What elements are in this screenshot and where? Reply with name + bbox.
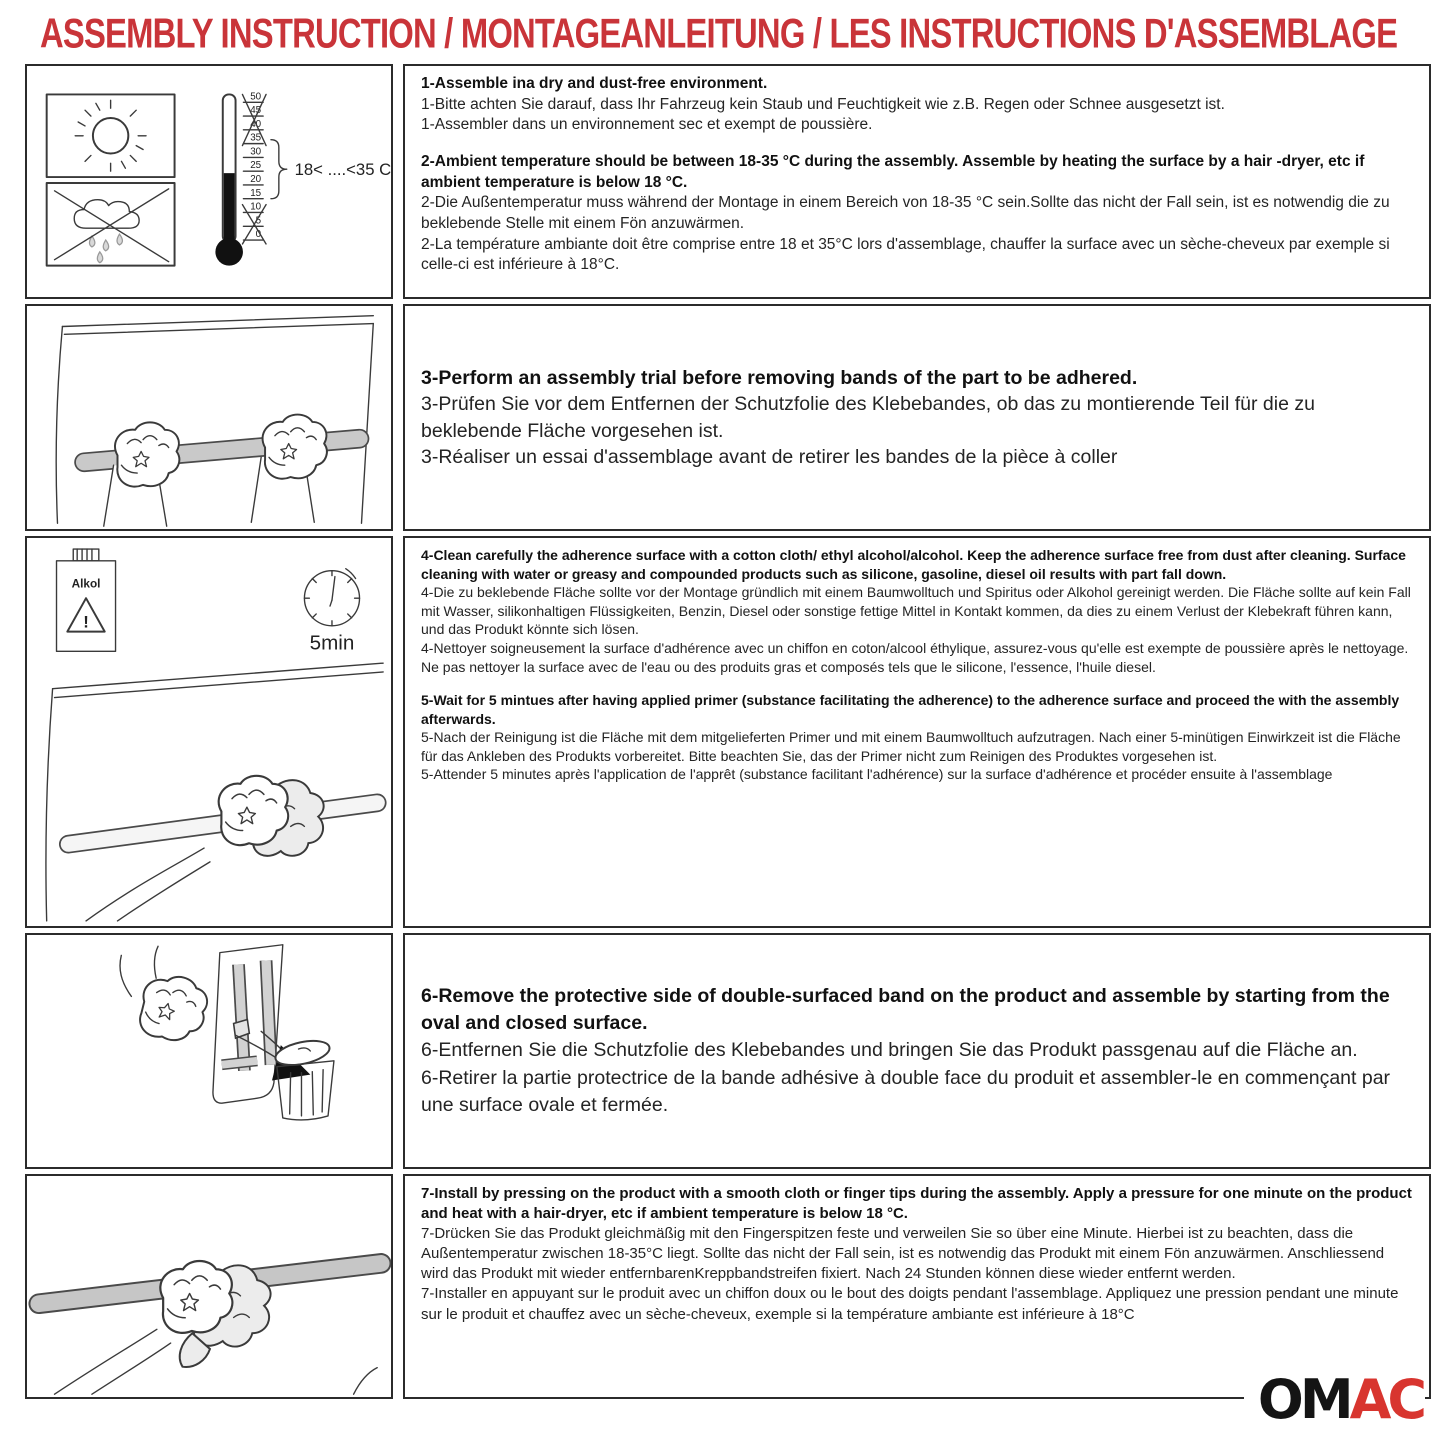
step-1-2-text (403, 64, 1431, 299)
warning-exclamation: ! (83, 612, 89, 632)
instruction-paragraph: 3-Prüfen Sie vor dem Entfernen der Schutzfolie des Klebebandes, ob das zu montierende Teil für die zu beklebende Fläche vorgesehen ist. (421, 393, 1315, 442)
forearm (86, 848, 204, 921)
step-3-text (403, 304, 1431, 531)
instruction-paragraph: 6-Retirer la partie protectrice de la bande adhésive à double face du produit et assembler-le en commençant par une surface ovale et fermée. (421, 1066, 1391, 1116)
instruction-paragraph: 7-Installer en appuyant sur le produit avec un chiffon doux ou le bout des doigts pendant l'assemblage. Appliquez une pression pendant une minute sur le produit et chauffez avec un sèche-cheveux, exemple si la température ambiante est inférieure à 18°C (421, 1285, 1399, 1323)
car-door (46, 663, 383, 921)
step-6-row (25, 933, 1431, 1169)
step-6-paragraphs (421, 983, 1413, 1119)
svg-text:30: 30 (250, 146, 262, 158)
svg-text:0: 0 (255, 229, 262, 241)
hand-icon (104, 938, 218, 1047)
clock-icon (304, 569, 359, 655)
instruction-paragraph: 2-Die Außentemperatur muss während der Montage in einem Bereich von 18-35 °C sein.Sollte das nicht der Fall sein, ist es notwendig die zu beklebende Stelle mit einem Fön anzuwärmen. (421, 194, 1390, 232)
step-1-2-row (25, 64, 1431, 299)
band-removal-illustration (27, 935, 391, 1167)
step-7-paragraphs (421, 1184, 1413, 1325)
step-3-row (25, 304, 1431, 531)
right-hand-icon (251, 415, 327, 523)
instruction-paragraph: 3-Réaliser un essai d'assemblage avant de retirer les bandes de la pièce à coller (421, 445, 1118, 468)
alcohol-label: Alkol (71, 576, 101, 591)
figure-pressing (25, 1174, 393, 1399)
step-4-5-row (25, 536, 1431, 928)
instruction-paragraph: 5-Attender 5 minutes après l'application de l'apprêt (substance facilitant l'adhérence) sur la surface d'adhérence et procéder ensuite à l'assemblage (421, 766, 1333, 783)
step-4-5-paragraphs (421, 546, 1413, 784)
no-rain-icon (47, 183, 175, 266)
pressing-illustration (27, 1176, 391, 1397)
svg-text:40: 40 (250, 118, 262, 130)
instruction-paragraph: 2-Ambient temperature should be between 18-35 °C during the assembly. Assemble by heating the surface by a hair -dryer, etc if ambient temperature is below 18 °C. (421, 153, 1365, 191)
temperature-range-label: 18< ....<35 C (294, 160, 391, 180)
instruction-paragraph: 4-Nettoyer soigneusement la surface d'adhérence avec un chiffon en coton/alcool éthylique, assurez-vous qu'elle est exempte de poussière après le nettoyage. Ne pas nettoyer la surface avec de l'eau ou des produits gras et composés tels que le silicone, l'essence, l'huile diesel. (421, 640, 1409, 675)
door-edge (354, 1368, 378, 1395)
instruction-paragraph: 4-Die zu beklebende Fläche sollte vor der Montage gründlich mit einem Baumwolltuch und Spiritus oder Alkohol gereinigt werden. Die Fläche sollte auf kein Fall mit Wasser, silikonhaltigen Flüssigkeiten, Benzin, Diesel oder sonstige fettige Mittel in Kontakt kommen, da dies zu einem Verlust der Klebekraft führen kann, und das Produkt könnte sich lösen. (421, 584, 1411, 638)
cleaning-illustration (27, 538, 391, 926)
svg-text:50: 50 (250, 91, 262, 103)
page-title: ASSEMBLY INSTRUCTION / MONTAGEANLEITUNG / LES INSTRUCTIONS D'ASSEMBLAGE (40, 10, 1398, 57)
left-hand-icon (104, 422, 180, 526)
instruction-paragraph: 7-Drücken Sie das Produkt gleichmäßig mit den Fingerspitzen feste und verweilen Sie so über eine Minute. Hierbei ist zu beachten, dass die Außentemperatur zwischen 18-35°C liegt. Sollte das nicht der Fall sein, ist es notwendig das Produkt mit einem Fön anzuwärmen. Anschliessend wird das Produkt mit wieder entfernbarenKreppbandstreifen fixiert. Nach 24 Stunden können diese wieder entfernt werden. (421, 1225, 1385, 1283)
instruction-paragraph: 1-Bitte achten Sie darauf, dass Ihr Fahrzeug kein Staub und Feuchtigkeit wie z.B. Regen oder Schnee ausgesetzt ist. (421, 95, 1225, 113)
instruction-paragraph: 3-Perform an assembly trial before removing bands of the part to be adhered. (421, 367, 1138, 390)
instruction-paragraph: 5-Wait for 5 mintues after having applied primer (substance facilitating the adherence) to the adherence surface and proceed the with the assembly afterwards. (421, 691, 1400, 727)
forearm (92, 1343, 171, 1394)
step-3-paragraphs (421, 365, 1413, 470)
figure-assembly-trial (25, 304, 393, 531)
svg-text:25: 25 (250, 160, 262, 172)
step-1-2-paragraphs (421, 74, 1413, 276)
instruction-paragraph: 6-Entfernen Sie die Schutzfolie des Klebebandes und bringen Sie das Produkt passgenau auf die Fläche an. (421, 1039, 1358, 1062)
environment-illustration (27, 66, 391, 297)
svg-text:35: 35 (250, 132, 262, 144)
instruction-paragraph: 4-Clean carefully the adherence surface with a cotton cloth/ ethyl alcohol/alcohol. Keep the adherence surface free from dust after cleaning. Surface cleaning with water or greasy and compounded products such as silicone, gasoline, diesel oil results with part fall down. (421, 547, 1406, 582)
sun-icon (47, 94, 175, 177)
svg-text:45: 45 (250, 105, 262, 117)
figure-environment (25, 64, 393, 299)
svg-text:15: 15 (250, 187, 262, 199)
omac-logo-red: AC (1349, 1368, 1423, 1431)
instruction-paragraph: 7-Install by pressing on the product with a smooth cloth or finger tips during the assembly. Apply a pressure for one minute on the product and heat with a hair-dryer, etc if ambient temperature is below 18 °C. (421, 1185, 1412, 1223)
alcohol-bottle-icon (57, 549, 116, 651)
svg-text:20: 20 (250, 173, 262, 185)
instruction-paragraph: 2-La température ambiante doit être comprise entre 18 et 35°C lors d'assemblage, chauffer la surface avec un sèche-cheveux par exemple si celle-ci est inférieure à 18°C. (421, 235, 1390, 274)
step-7-text (403, 1174, 1431, 1431)
assembly-trial-illustration (27, 306, 391, 529)
step-6-text (403, 933, 1431, 1169)
omac-logo (1244, 1368, 1425, 1431)
instruction-paragraph: 6-Remove the protective side of double-surfaced band on the product and assemble by starting from the oval and closed surface. (421, 984, 1390, 1035)
instruction-paragraph: 1-Assemble ina dry and dust-free environment. (421, 75, 768, 92)
svg-text:5: 5 (255, 215, 262, 227)
car-door (56, 316, 373, 524)
figure-band-removal (25, 933, 393, 1169)
step-7-row (25, 1174, 1431, 1431)
figure-cleaning (25, 536, 393, 928)
omac-logo-black: OM (1257, 1368, 1350, 1431)
instruction-paragraph: 5-Nach der Reinigung ist die Fläche mit dem mitgelieferten Primer und mit einem Baumwolltuch aufzutragen. Nach einer 5-minütigen Einwirkzeit ist die Fläche für das Ankleben des Produkts vorbereitet. Bitte beachten Sie, das der Primer nicht zum Reinigen des Produktes vorgesehen ist. (421, 729, 1401, 764)
thermometer-icon (215, 91, 391, 265)
clock-duration-label: 5min (309, 631, 355, 655)
svg-text:10: 10 (250, 201, 262, 213)
range-brace (271, 140, 287, 199)
instruction-rows (25, 64, 1431, 1431)
thermometer-scale (242, 91, 286, 244)
instruction-paragraph: 1-Assembler dans un environnement sec et exempt de poussière. (421, 116, 873, 134)
step-4-5-text (403, 536, 1431, 928)
